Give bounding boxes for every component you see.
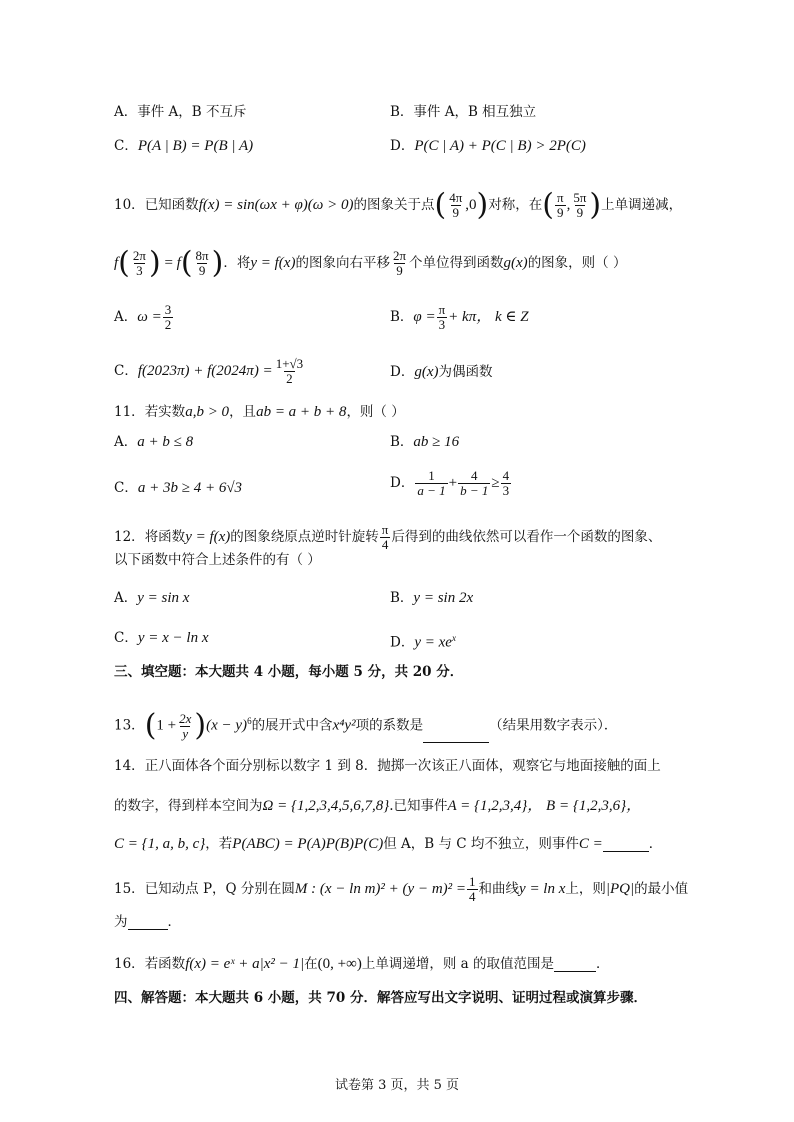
q14-stem-line1: 14．正八面体各个面分别标以数字 1 到 8．抛掷一次该正八面体，观察它与地面接触的面上 (114, 758, 661, 774)
q14-stem-line3: C = {1, a, b, c}，若P(ABC) = P(A)P(B)P(C)但 A，B 与 C 均不独立，则事件C = ． (114, 836, 663, 852)
q15-stem-line2: 为 ． (114, 914, 181, 930)
q11-option-b: B．ab ≥ 16 (390, 434, 460, 450)
q9-option-c: C．P(A | B) = P(B | A) (114, 138, 254, 154)
q12-option-a: A．y = sin x (114, 590, 190, 606)
q14-answer-blank[interactable] (603, 851, 649, 852)
q12-option-b: B．y = sin 2x (390, 590, 474, 606)
q10-option-a: A．ω = $\frac{3}{2}$ (114, 302, 172, 332)
q16-stem: 16．若函数f(x) = eˣ + a|x² − 1|在(0, +∞)上单调递增，则 a 的取值范围是 ． (114, 956, 610, 972)
q12-stem-line2: 以下函数中符合上述条件的有（ ） (114, 552, 321, 568)
q10-option-c: C．f(2023π) + f(2024π) = $\frac{1+√3}{2}$ (114, 356, 304, 386)
q14-stem-line2: 的数字，得到样本空间为Ω = {1,2,3,4,5,6,7,8}.已知事件A = {1,2,3,4}， B = {1,2,3,6}， (114, 798, 642, 814)
q12-stem-line1: 12．将函数y = f(x)的图象绕原点逆时针旋转 $\frac{\pi}{4}$ 后得到的曲线依然可以看作一个函数的图象、 (114, 522, 662, 552)
q9-option-b: B．事件 A，B 相互独立 (390, 104, 537, 120)
q10-stem-line2: f( $\frac{2\pi}{3}$ ) = f( $\frac{8\pi}{9}$ )．将y = f(x)的图象向右平移 $\frac{2\pi}{9}$ 个单位得到函数g(x)的图象，则（ ） (114, 245, 627, 281)
q12-option-d: D．$y = xe^x$ (390, 633, 456, 651)
q11-option-d: D． $\frac{1}{a - 1}$ + $\frac{4}{b - 1}$ ≥ $\frac{4}{3}$ (390, 468, 510, 498)
q13-answer-blank[interactable] (423, 742, 489, 743)
q10-option-b: B．φ = $\frac{\pi}{3}$ + kπ， k ∈ Z (390, 302, 529, 332)
q9-option-a: A．事件 A，B 不互斥 (114, 104, 247, 120)
q10-stem-line1: 10．已知函数f(x) = sin(ωx + φ)(ω > 0)的图象关于点( $\frac{4\pi}{9}$ ,0)对称，在( $\frac{\pi}{9}$ , $\frac{5\pi}{9}$ )上单调递减， (114, 187, 683, 223)
q13-stem: 13．(1 + $\frac{2x}{y}$ )$(x - y)^6$的展开式中含x⁴y²项的系数是 （结果用数字表示）． (114, 708, 618, 743)
q16-answer-blank[interactable] (554, 971, 596, 972)
q15-stem-line1: 15．已知动点 P，Q 分别在圆M : (x − ln m)² + (y − m)² = $\frac{1}{4}$ 和曲线y = ln x上，则|PQ|的最小值 (114, 874, 689, 904)
q11-stem: 11．若实数a,b > 0，且ab = a + b + 8，则（ ） (114, 404, 405, 420)
q12-option-c: C．y = x − ln x (114, 630, 209, 646)
q9-option-d: D．P(C | A) + P(C | B) > 2P(C) (390, 138, 586, 154)
section-3-heading: 三、填空题：本大题共 4 小题，每小题 5 分，共 20 分． (114, 664, 464, 680)
section-4-heading: 四、解答题：本大题共 6 小题，共 70 分．解答应写出文字说明、证明过程或演算步骤． (114, 990, 647, 1006)
q11-option-a: A．a + b ≤ 8 (114, 434, 194, 450)
q10-option-d: D．g(x)为偶函数 (390, 364, 493, 380)
page-footer: 试卷第 3 页，共 5 页 (334, 1078, 460, 1093)
q11-option-c: C．a + 3b ≥ 4 + 6√3 (114, 480, 243, 496)
q15-answer-blank[interactable] (128, 929, 168, 930)
